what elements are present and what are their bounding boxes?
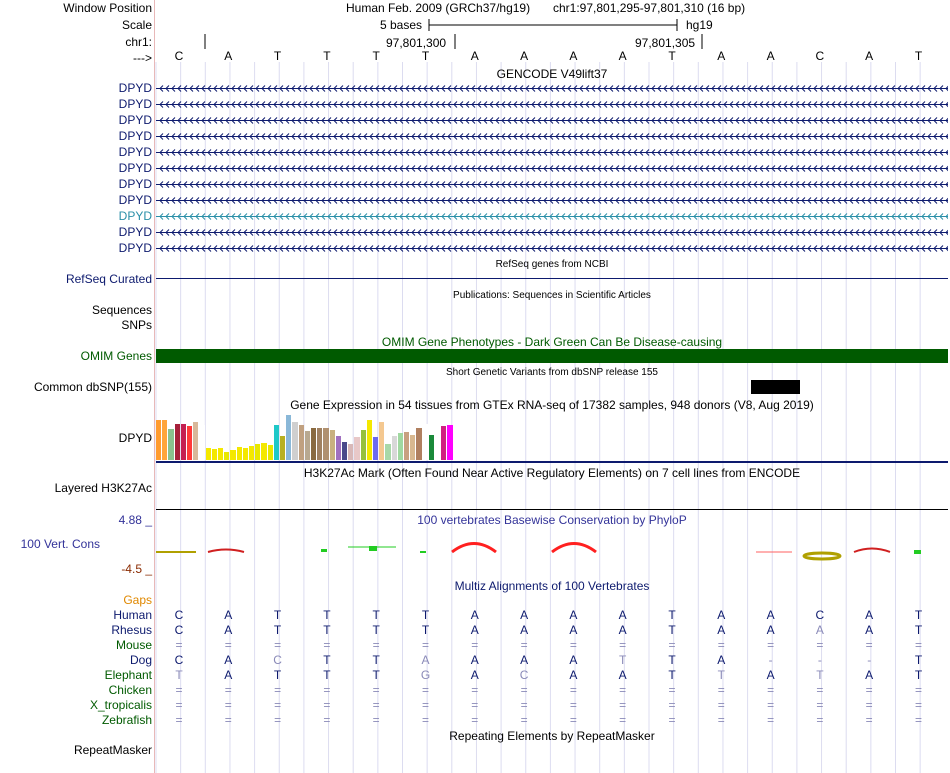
gencode-transcript-label[interactable]: DPYD	[118, 129, 152, 143]
gtex-tissue-bar[interactable]	[354, 437, 359, 460]
alignment-base: A	[766, 668, 775, 682]
alignment-base: =	[668, 683, 676, 697]
gtex-tissue-bar[interactable]	[435, 438, 440, 460]
omim-label[interactable]: OMIM Genes	[80, 349, 152, 363]
publications-snps-label[interactable]: SNPs	[121, 318, 152, 332]
gencode-transcript-line[interactable]	[156, 130, 948, 143]
gtex-tissue-bar[interactable]	[323, 428, 328, 460]
alignment-base: =	[520, 683, 528, 697]
reference-base: A	[470, 49, 479, 63]
gtex-tissue-bar[interactable]	[447, 425, 452, 460]
alignment-base: T	[668, 608, 676, 622]
gtex-tissue-bar[interactable]	[193, 422, 198, 460]
gencode-transcript-label[interactable]: DPYD	[118, 113, 152, 127]
alignment-base: T	[914, 653, 923, 667]
alignment-base: =	[421, 698, 429, 712]
alignment-base: =	[372, 713, 380, 727]
gtex-tissue-bar[interactable]	[423, 424, 428, 460]
gtex-tissue-bar[interactable]	[416, 428, 421, 460]
alignment-base: A	[618, 668, 627, 682]
alignment-base: T	[717, 668, 725, 682]
ruler-tick-1	[454, 34, 457, 50]
alignment-base: =	[372, 638, 380, 652]
gtex-label[interactable]: DPYD	[118, 431, 152, 445]
alignment-base: A	[865, 668, 874, 682]
alignment-base: G	[420, 668, 431, 682]
alignment-base: =	[372, 683, 380, 697]
phylop-mark	[914, 550, 921, 554]
gtex-tissue-bar[interactable]	[404, 432, 409, 460]
assembly-text: Human Feb. 2009 (GRCh37/hg19)	[346, 1, 531, 15]
gtex-tissue-bar[interactable]	[454, 425, 459, 460]
alignment-base: A	[618, 623, 627, 637]
gtex-tissue-bar[interactable]	[218, 448, 223, 460]
refseq-track-line[interactable]	[156, 278, 948, 279]
window-position-label: Window Position	[63, 1, 152, 15]
gtex-tissue-bar[interactable]	[330, 430, 335, 460]
species-label[interactable]: Zebrafish	[101, 713, 152, 727]
gtex-tissue-bar[interactable]	[243, 448, 248, 460]
alignment-base: =	[175, 683, 183, 697]
alignment-base: =	[323, 638, 331, 652]
alignment-base: -	[867, 653, 872, 667]
gencode-title[interactable]: GENCODE V49lift37	[496, 67, 608, 81]
gtex-tissue-bar[interactable]	[441, 426, 446, 460]
alignment-base: =	[274, 638, 282, 652]
phylop-mark	[452, 544, 496, 553]
gtex-tissue-bar[interactable]	[274, 425, 279, 460]
label-panel-divider	[154, 0, 155, 773]
reference-base: T	[372, 49, 380, 63]
species-label[interactable]: Mouse	[115, 638, 152, 652]
species-label[interactable]: Human	[113, 608, 152, 622]
alignment-base: =	[619, 638, 627, 652]
gtex-tissue-bar[interactable]	[249, 446, 254, 460]
alignment-base: T	[372, 653, 380, 667]
chrom-label: chr1:	[125, 35, 152, 49]
repeatmasker-title[interactable]: Repeating Elements by RepeatMasker	[449, 729, 655, 743]
alignment-base: =	[865, 713, 873, 727]
gtex-tissue-bar[interactable]	[348, 444, 353, 460]
gencode-transcript-label[interactable]: DPYD	[118, 161, 152, 175]
alignment-base: A	[224, 608, 233, 622]
gtex-tissue-bar[interactable]	[206, 448, 211, 460]
alignment-base: =	[520, 698, 528, 712]
coord-1: 97,801,300	[386, 36, 447, 50]
alignment-base: A	[766, 608, 775, 622]
alignment-base: C	[815, 608, 825, 622]
gtex-tissue-bar[interactable]	[255, 444, 260, 460]
gencode-transcript-line[interactable]	[156, 146, 948, 159]
alignment-base: A	[470, 653, 479, 667]
gtex-tissue-bar[interactable]	[311, 428, 316, 460]
gencode-transcript-label[interactable]: DPYD	[118, 81, 152, 95]
alignment-base: =	[865, 683, 873, 697]
omim-title[interactable]: OMIM Gene Phenotypes - Dark Green Can Be Disease-causing	[381, 335, 723, 349]
phylop-max-label: 4.88 _	[118, 513, 152, 527]
alignment-base: =	[520, 713, 528, 727]
gtex-tissue-bar[interactable]	[168, 429, 173, 460]
refseq-title[interactable]: RefSeq genes from NCBI	[495, 259, 609, 270]
alignment-base: T	[668, 668, 676, 682]
alignment-base: A	[766, 623, 775, 637]
phylop-min-label: -4.5 _	[121, 562, 152, 576]
gtex-tissue-bar[interactable]	[361, 430, 366, 460]
alignment-base: A	[717, 608, 726, 622]
ruler-tick-2	[701, 34, 704, 50]
alignment-base: T	[668, 653, 676, 667]
alignment-base: T	[421, 623, 430, 637]
alignment-base: T	[273, 608, 282, 622]
alignment-base: =	[471, 638, 479, 652]
species-label[interactable]: Rhesus	[111, 623, 152, 637]
alignment-base: C	[174, 608, 184, 622]
gtex-tissue-bar[interactable]	[336, 436, 341, 460]
alignment-base: =	[767, 698, 775, 712]
gtex-tissue-bar[interactable]	[385, 444, 390, 460]
alignment-base: A	[421, 653, 430, 667]
gtex-tissue-bar[interactable]	[398, 433, 403, 460]
reference-base: T	[668, 49, 676, 63]
alignment-base: C	[519, 668, 529, 682]
gtex-tissue-bar[interactable]	[224, 452, 229, 460]
alignment-base: =	[816, 713, 824, 727]
alignment-base: =	[175, 638, 183, 652]
alignment-base: A	[865, 623, 874, 637]
alignment-base: T	[816, 668, 824, 682]
gtex-tissue-bar[interactable]	[410, 435, 415, 460]
alignment-base: A	[865, 608, 874, 622]
alignment-base: A	[717, 623, 726, 637]
alignment-base: =	[274, 683, 282, 697]
reference-base: A	[224, 49, 233, 63]
gencode-transcript-line[interactable]	[156, 178, 948, 191]
alignment-base: =	[668, 638, 676, 652]
gtex-tissue-bar[interactable]	[292, 422, 297, 460]
alignment-base: =	[668, 713, 676, 727]
alignment-base: =	[421, 713, 429, 727]
gtex-tissue-bar[interactable]	[392, 436, 397, 460]
gtex-tissue-bar[interactable]	[187, 426, 192, 460]
reference-base: T	[914, 49, 923, 63]
alignment-base: =	[569, 683, 577, 697]
gencode-transcript-label[interactable]: DPYD	[118, 241, 152, 255]
alignment-base: =	[914, 683, 922, 697]
alignment-base: A	[520, 608, 529, 622]
alignment-base: =	[767, 638, 775, 652]
gencode-transcript-line[interactable]	[156, 242, 948, 255]
alignment-base: T	[323, 668, 331, 682]
gtex-baseline	[156, 461, 948, 463]
alignment-base: =	[717, 683, 725, 697]
gencode-transcript-label[interactable]: DPYD	[118, 193, 152, 207]
reference-base: A	[865, 49, 874, 63]
gtex-tissue-bar[interactable]	[305, 431, 310, 460]
alignment-base: =	[619, 683, 627, 697]
gencode-transcript-line[interactable]	[156, 98, 948, 111]
multiz-title[interactable]: Multiz Alignments of 100 Vertebrates	[454, 579, 650, 593]
phylop-mark	[804, 553, 840, 559]
alignment-base: A	[470, 668, 479, 682]
alignment-base: T	[323, 623, 331, 637]
alignment-base: T	[619, 653, 627, 667]
alignment-base: =	[224, 713, 232, 727]
h3k27ac-title[interactable]: H3K27Ac Mark (Often Found Near Active Regulatory Elements) on 7 cell lines from ENCODE	[303, 466, 801, 480]
alignment-base: T	[273, 623, 282, 637]
reference-base: C	[174, 49, 184, 63]
reference-base: T	[421, 49, 430, 63]
reference-base: A	[569, 49, 578, 63]
species-label[interactable]: Dog	[129, 653, 152, 667]
gtex-tissue-bar[interactable]	[317, 428, 322, 460]
strand-label: --->	[133, 51, 152, 65]
h3k27ac-label[interactable]: Layered H3K27Ac	[54, 481, 152, 495]
reference-base: A	[766, 49, 775, 63]
alignment-base: A	[470, 623, 479, 637]
scale-text: 5 bases	[380, 18, 423, 32]
alignment-base: A	[520, 623, 529, 637]
multiz-gaps-label[interactable]: Gaps	[123, 593, 152, 607]
gtex-tissue-bar[interactable]	[230, 450, 235, 460]
alignment-base: A	[520, 653, 529, 667]
omim-feature-bar[interactable]	[156, 349, 948, 363]
species-label[interactable]: Elephant	[104, 668, 152, 682]
publications-sequences-label[interactable]: Sequences	[91, 303, 152, 317]
alignment-base: =	[717, 638, 725, 652]
reference-base: A	[618, 49, 627, 63]
alignment-base: =	[274, 713, 282, 727]
alignment-base: =	[274, 698, 282, 712]
alignment-base: =	[421, 683, 429, 697]
alignment-base: T	[175, 668, 183, 682]
alignment-base: A	[470, 608, 479, 622]
alignment-base: =	[865, 698, 873, 712]
publications-title[interactable]: Publications: Sequences in Scientific Articles	[453, 290, 651, 301]
alignment-base: -	[768, 653, 773, 667]
alignment-base: =	[323, 698, 331, 712]
position-text: chr1:97,801,295-97,801,310 (16 bp)	[553, 1, 746, 15]
alignment-base: =	[569, 698, 577, 712]
alignment-base: =	[619, 698, 627, 712]
alignment-base: =	[668, 698, 676, 712]
species-label[interactable]: X_tropicalis	[89, 698, 152, 712]
alignment-base: A	[618, 608, 627, 622]
alignment-base: T	[372, 608, 380, 622]
alignment-base: C	[273, 653, 282, 667]
alignment-base: A	[569, 608, 578, 622]
phylop-mark	[208, 550, 244, 553]
alignment-base: A	[717, 653, 726, 667]
alignment-base: =	[767, 713, 775, 727]
alignment-base: T	[668, 623, 676, 637]
reference-base: T	[323, 49, 331, 63]
alignment-base: A	[224, 623, 233, 637]
gencode-transcript-label[interactable]: DPYD	[118, 97, 152, 111]
scale-bar	[428, 17, 680, 33]
alignment-base: =	[471, 713, 479, 727]
dbsnp-label[interactable]: Common dbSNP(155)	[33, 380, 152, 394]
gencode-transcript-label[interactable]: DPYD	[118, 209, 152, 223]
phylop-mark	[321, 549, 327, 552]
coord-2: 97,801,305	[635, 36, 696, 50]
gtex-tissue-bar[interactable]	[379, 422, 384, 460]
alignment-base: T	[323, 653, 331, 667]
scale-label: Scale	[121, 18, 152, 32]
gtex-tissue-bar[interactable]	[429, 435, 434, 460]
alignment-base: T	[323, 608, 331, 622]
gencode-transcript-label[interactable]: DPYD	[118, 177, 152, 191]
alignment-base: A	[224, 668, 233, 682]
gtex-tissue-bar[interactable]	[367, 420, 372, 460]
phylop-conservation-graph[interactable]	[156, 535, 948, 565]
alignment-base: A	[569, 668, 578, 682]
alignment-base: =	[471, 683, 479, 697]
alignment-base: =	[914, 713, 922, 727]
gtex-tissue-bar[interactable]	[181, 424, 186, 460]
gtex-tissue-bar[interactable]	[286, 415, 291, 460]
alignment-base: =	[914, 698, 922, 712]
reference-base: A	[520, 49, 529, 63]
gtex-tissue-bar[interactable]	[175, 424, 180, 460]
alignment-base: =	[372, 698, 380, 712]
reference-base: A	[717, 49, 726, 63]
phylop-title[interactable]: 100 vertebrates Basewise Conservation by PhyloP	[417, 513, 687, 527]
gtex-tissue-bar[interactable]	[261, 443, 266, 460]
gencode-transcript-label[interactable]: DPYD	[118, 145, 152, 159]
alignment-base: C	[174, 653, 184, 667]
gtex-tissue-bar[interactable]	[268, 445, 273, 460]
gencode-transcript-line[interactable]	[156, 162, 948, 175]
alignment-base: -	[817, 653, 822, 667]
alignment-base: =	[865, 638, 873, 652]
gencode-transcript-line[interactable]	[156, 114, 948, 127]
alignment-base: =	[816, 638, 824, 652]
gtex-tissue-bar[interactable]	[156, 420, 161, 460]
gencode-transcript-line[interactable]	[156, 194, 948, 207]
alignment-base: =	[816, 698, 824, 712]
gencode-transcript-line[interactable]	[156, 226, 948, 239]
alignment-base: =	[471, 698, 479, 712]
gencode-transcript-label[interactable]: DPYD	[118, 225, 152, 239]
alignment-base: T	[914, 668, 923, 682]
alignment-base: T	[914, 623, 923, 637]
phylop-mark	[854, 549, 890, 553]
gtex-tissue-bar[interactable]	[199, 425, 204, 460]
alignment-base: =	[175, 698, 183, 712]
alignment-base: =	[421, 638, 429, 652]
alignment-base: =	[619, 713, 627, 727]
gtex-title[interactable]: Gene Expression in 54 tissues from GTEx RNA-seq of 17382 samples, 948 donors (V8, Aug 2019)	[290, 398, 814, 412]
alignment-base: A	[815, 623, 824, 637]
alignment-base: =	[914, 638, 922, 652]
alignment-base: T	[914, 608, 923, 622]
alignment-base: A	[224, 653, 233, 667]
alignment-base: =	[175, 713, 183, 727]
h3k27ac-baseline	[156, 509, 948, 510]
alignment-base: =	[569, 713, 577, 727]
gtex-tissue-bar[interactable]	[162, 420, 167, 460]
alignment-base: =	[224, 638, 232, 652]
alignment-base: =	[717, 713, 725, 727]
alignment-base: =	[323, 713, 331, 727]
alignment-base: =	[816, 683, 824, 697]
alignment-base: A	[569, 623, 578, 637]
alignment-base: =	[224, 698, 232, 712]
alignment-base: A	[569, 653, 578, 667]
ruler-tick-left	[204, 34, 207, 50]
refseq-label[interactable]: RefSeq Curated	[65, 272, 152, 286]
alignment-base: T	[421, 608, 430, 622]
gtex-tissue-bar[interactable]	[237, 447, 242, 460]
alignment-base: =	[323, 683, 331, 697]
gtex-tissue-bar[interactable]	[342, 442, 347, 460]
alignment-base: T	[372, 668, 380, 682]
alignment-base: =	[569, 638, 577, 652]
gtex-tissue-bar[interactable]	[299, 425, 304, 460]
alignment-base: =	[520, 638, 528, 652]
gtex-tissue-bar[interactable]	[280, 436, 285, 460]
reference-base: C	[815, 49, 825, 63]
dbsnp-title[interactable]: Short Genetic Variants from dbSNP release 155	[446, 367, 658, 378]
phylop-mark	[420, 551, 426, 553]
repeatmasker-label[interactable]: RepeatMasker	[73, 743, 152, 757]
reference-base: T	[273, 49, 282, 63]
alignment-base: =	[717, 698, 725, 712]
alignment-base: C	[174, 623, 184, 637]
alignment-base: =	[224, 683, 232, 697]
alignment-base: T	[273, 668, 282, 682]
gencode-transcript-line[interactable]	[156, 82, 948, 95]
gtex-tissue-bar[interactable]	[212, 449, 217, 460]
gtex-tissue-bar[interactable]	[373, 437, 378, 460]
phylop-label[interactable]: 100 Vert. Cons	[20, 537, 100, 551]
species-label[interactable]: Chicken	[108, 683, 152, 697]
db-text: hg19	[686, 18, 713, 32]
alignment-base: T	[372, 623, 380, 637]
phylop-mark	[552, 544, 596, 553]
alignment-base: =	[767, 683, 775, 697]
gencode-transcript-line[interactable]	[156, 210, 948, 223]
dbsnp-variant-feature[interactable]	[751, 380, 800, 394]
